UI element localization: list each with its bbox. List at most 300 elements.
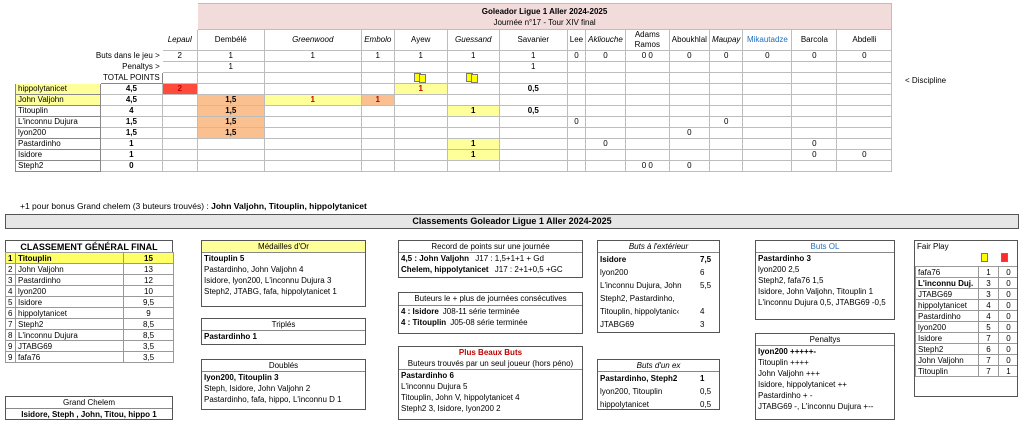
discipline-cell: [499, 73, 567, 84]
penaltys-cell: [586, 62, 626, 73]
buts-ol-box: [755, 240, 895, 320]
score-cell: [499, 139, 567, 150]
box-line: [598, 318, 719, 331]
participant-total: 1: [101, 150, 163, 161]
triples-title: Triplés: [202, 319, 365, 331]
participant-name: Titouplin: [16, 106, 101, 117]
score-cell: [586, 117, 626, 128]
classement-row: [6, 286, 174, 297]
red-count: 0: [999, 355, 1019, 366]
fair-play-row: [916, 355, 1019, 366]
discipline-cell: [586, 73, 626, 84]
goleador-table: [15, 3, 895, 199]
score-cell: [709, 84, 742, 95]
line-lead: 4 : Titouplin: [401, 318, 447, 327]
participant-total: 4,5: [101, 95, 163, 106]
score-cell: 1: [447, 106, 499, 117]
classement-general: [5, 240, 173, 363]
discipline-cell: [197, 73, 264, 84]
line-name: Pastardinho, Steph2: [600, 374, 678, 383]
discipline-cell: [361, 73, 394, 84]
classement-row: [6, 253, 174, 264]
score-cell: [586, 150, 626, 161]
score-cell: [586, 106, 626, 117]
classement-points: 15: [124, 253, 174, 264]
box-line: JTABG69 -, L'inconnu Dujura +--: [758, 402, 874, 411]
score-cell: [162, 128, 197, 139]
line-name: hippolytanicet: [600, 400, 649, 409]
player-8: Akliouche: [586, 30, 626, 51]
box-line: Pastardinho, John Valjohn 4: [204, 265, 304, 274]
box-line: John Valjohn +++: [758, 369, 820, 378]
line-lead: 4 : Isidore: [401, 307, 439, 316]
participant-row: [16, 84, 892, 95]
buts-cell: 0: [709, 51, 742, 62]
player-1: Dembélé: [197, 30, 264, 51]
bonus-line: [20, 201, 367, 211]
score-cell: [361, 161, 394, 172]
yellow-count: 5: [979, 322, 999, 333]
line-value: 6: [700, 268, 705, 277]
box-line: [598, 305, 719, 318]
yellow-count: 4: [979, 311, 999, 322]
red-count: 0: [999, 344, 1019, 355]
classement-row: [6, 264, 174, 275]
player-2: Greenwood: [264, 30, 361, 51]
discipline-cell: [743, 73, 792, 84]
classement-name: Isidore: [16, 297, 124, 308]
player-5: Guessand: [447, 30, 499, 51]
participant-name: lyon200: [16, 128, 101, 139]
score-cell: [625, 128, 669, 139]
buts-row: [16, 51, 892, 62]
line-lead: Chelem, hippolytanicet: [401, 265, 489, 274]
classement-points: 12: [124, 275, 174, 286]
fair-play-name: John Valjohn: [916, 355, 979, 366]
fair-play-name: Titouplin: [916, 366, 979, 377]
penaltys-cell: [264, 62, 361, 73]
score-cell: [361, 128, 394, 139]
score-cell: [669, 106, 709, 117]
score-cell: 1: [447, 150, 499, 161]
box-line: lyon200 +++++-: [758, 347, 817, 356]
participant-row: [16, 117, 892, 128]
buts-ol-title: Buts OL: [756, 241, 894, 253]
buts-cell: 0: [792, 51, 837, 62]
score-cell: [499, 117, 567, 128]
score-cell: [669, 150, 709, 161]
penaltys-cell: [567, 62, 585, 73]
participant-total: 1,5: [101, 128, 163, 139]
box-line: [399, 317, 582, 328]
fair-play-row: [916, 278, 1019, 289]
score-cell: 0 0: [625, 161, 669, 172]
score-cell: [197, 161, 264, 172]
buts-cell: 0: [669, 51, 709, 62]
score-cell: [447, 117, 499, 128]
box-line: Pastardinho 6: [401, 371, 454, 380]
participant-name: Pastardinho: [16, 139, 101, 150]
score-cell: [625, 84, 669, 95]
score-cell: [743, 128, 792, 139]
classement-row: [6, 352, 174, 363]
buts-cell: 0: [586, 51, 626, 62]
box-line: lyon200, Titouplin 3: [204, 373, 279, 382]
box-line: [598, 372, 719, 385]
rank: 8: [6, 330, 16, 341]
line-lead: 4,5 : John Valjohn: [401, 254, 470, 263]
penaltys-cell: [743, 62, 792, 73]
score-cell: [162, 106, 197, 117]
line-name: Steph2, Pastardinho,: [600, 294, 675, 303]
score-cell: [837, 106, 892, 117]
yellow-count: 3: [979, 278, 999, 289]
classement-name: John Valjohn: [16, 264, 124, 275]
score-cell: [743, 150, 792, 161]
box-line: Pastardinho + -: [758, 391, 813, 400]
line-name: JTABG69: [600, 320, 635, 329]
score-cell: [361, 150, 394, 161]
rank: 2: [6, 264, 16, 275]
fair-play-name: L'inconnu Duj.: [916, 278, 979, 289]
score-cell: [499, 161, 567, 172]
penaltys-cell: 1: [197, 62, 264, 73]
participant-row: [16, 161, 892, 172]
yellow-count: 1: [979, 267, 999, 278]
red-count: 0: [999, 333, 1019, 344]
buts-cell: 1: [394, 51, 447, 62]
score-cell: [447, 95, 499, 106]
classement-points: 9: [124, 308, 174, 319]
yellow-count: 7: [979, 355, 999, 366]
rank: 1: [6, 253, 16, 264]
score-cell: 0: [709, 117, 742, 128]
score-cell: [264, 117, 361, 128]
discipline-cell: [447, 73, 499, 84]
classements-band: Classements Goleador Ligue 1 Aller 2024-2025: [5, 214, 1019, 229]
fair-play-name: JTABG69: [916, 289, 979, 300]
discipline-cell: [669, 73, 709, 84]
box-line: Steph2, JTABG, fafa, hippolytanicet 1: [204, 287, 337, 296]
buteurs-title: Buteurs le + plus de journées consécutives: [399, 293, 582, 306]
discipline-cell: [837, 73, 892, 84]
penaltys-label: Penaltys >: [122, 62, 160, 71]
score-cell: [792, 106, 837, 117]
line-rest: J17 : 1,5+1+1 + Gd: [473, 254, 544, 263]
penaltys-cell: 1: [499, 62, 567, 73]
total-row: [16, 73, 892, 84]
score-cell: [625, 139, 669, 150]
score-cell: [625, 117, 669, 128]
score-cell: 0,5: [499, 84, 567, 95]
participant-row: [16, 128, 892, 139]
score-cell: [447, 161, 499, 172]
score-cell: [709, 128, 742, 139]
fair-play-name: hippolytanicet: [916, 300, 979, 311]
box-line: Steph2, fafa76 1,5: [758, 276, 824, 285]
score-cell: [162, 161, 197, 172]
yellow-card-icon: [414, 73, 428, 82]
classement-points: 3,5: [124, 341, 174, 352]
score-cell: [264, 139, 361, 150]
grand-chelem-box: [5, 396, 173, 420]
box-line: [399, 253, 582, 264]
participant-name: Isidore: [16, 150, 101, 161]
line-value: 5,5: [700, 281, 712, 290]
red-card-icon: [1001, 253, 1008, 262]
score-cell: [743, 95, 792, 106]
score-cell: 1,5: [197, 106, 264, 117]
participant-row: [16, 150, 892, 161]
penaltys-cell: [709, 62, 742, 73]
discipline-cell: [567, 73, 585, 84]
score-cell: [394, 139, 447, 150]
buts-cell: 1: [197, 51, 264, 62]
triples-box: [201, 318, 366, 345]
score-cell: 1: [361, 95, 394, 106]
player-9: Adams Ramos: [625, 30, 669, 51]
buts-cell: 0: [743, 51, 792, 62]
participant-row: [16, 139, 892, 150]
line-name: lyon200, Titouplin: [600, 387, 663, 396]
score-cell: 0: [837, 150, 892, 161]
record-title: Record de points sur une journée: [399, 241, 582, 253]
red-count: 0: [999, 300, 1019, 311]
fair-play-row: [916, 289, 1019, 300]
score-cell: 0: [792, 139, 837, 150]
score-cell: 0: [567, 117, 585, 128]
line-value: 1: [700, 374, 705, 383]
penaltys-row: [16, 62, 892, 73]
beaux-buts-box: [398, 346, 583, 420]
score-cell: 1: [394, 84, 447, 95]
yellow-card-icon: [981, 253, 988, 262]
yellow-count: 7: [979, 366, 999, 377]
bonus-names: John Valjohn, Titouplin, hippolytanicet: [211, 201, 367, 211]
discipline-cell: [394, 73, 447, 84]
grand-chelem-title: Grand Chelem: [62, 398, 116, 407]
box-line: Pastardinho, fafa, hippo, L'inconnu D 1: [204, 395, 342, 404]
penaltys-cell: [394, 62, 447, 73]
yellow-count: 7: [979, 333, 999, 344]
classement-row: [6, 319, 174, 330]
penaltys-cell: [162, 62, 197, 73]
buts-cell: 0: [837, 51, 892, 62]
red-count: 0: [999, 322, 1019, 333]
score-cell: [743, 117, 792, 128]
score-cell: 1,5: [197, 95, 264, 106]
rank: 5: [6, 297, 16, 308]
score-cell: [743, 161, 792, 172]
red-count: 1: [999, 366, 1019, 377]
score-cell: [625, 95, 669, 106]
buts-cell: 0: [567, 51, 585, 62]
score-cell: [586, 128, 626, 139]
fair-play-row: [916, 311, 1019, 322]
score-cell: [162, 117, 197, 128]
line-value: 7,5: [700, 255, 712, 264]
player-13: Barcola: [792, 30, 837, 51]
line-name: Titouplin, hippolytanic‹: [600, 307, 680, 316]
classement-row: [6, 341, 174, 352]
fair-play-title: Fair Play: [917, 242, 949, 251]
score-cell: [586, 84, 626, 95]
score-cell: [197, 150, 264, 161]
score-cell: [743, 139, 792, 150]
classement-name: Pastardinho: [16, 275, 124, 286]
player-14: Abdelli: [837, 30, 892, 51]
score-cell: [625, 106, 669, 117]
score-cell: [837, 84, 892, 95]
fair-play-row: [916, 344, 1019, 355]
classement-points: 8,5: [124, 319, 174, 330]
box-line: Isidore, hippolytanicet ++: [758, 380, 847, 389]
score-cell: [743, 106, 792, 117]
box-line: [598, 279, 719, 292]
buts-cell: 2: [162, 51, 197, 62]
box-line: Steph, Isidore, John Valjohn 2: [204, 384, 311, 393]
buts-label: Buts dans le jeu >: [95, 51, 160, 60]
rank: 9: [6, 341, 16, 352]
record-box: [398, 240, 583, 278]
score-cell: [447, 84, 499, 95]
classement-points: 8,5: [124, 330, 174, 341]
yellow-count: 6: [979, 344, 999, 355]
score-cell: 0: [792, 150, 837, 161]
player-0: Lepaul: [162, 30, 197, 51]
score-cell: 1: [447, 139, 499, 150]
score-cell: [197, 139, 264, 150]
player-10: Aboukhlal: [669, 30, 709, 51]
score-cell: [709, 150, 742, 161]
score-cell: [361, 139, 394, 150]
penaltys-cell: [792, 62, 837, 73]
fair-play-box: [914, 240, 1018, 397]
score-cell: [792, 128, 837, 139]
box-line: Titouplin 5: [204, 254, 245, 263]
score-cell: [394, 161, 447, 172]
red-count: 0: [999, 267, 1019, 278]
score-cell: [264, 128, 361, 139]
box-line: L'inconnu Dujura 0,5, JTABG69 -0,5: [758, 298, 886, 307]
participant-total: 4,5: [101, 84, 163, 95]
medailles-box: [201, 240, 366, 307]
score-cell: [792, 84, 837, 95]
buts-cell: 1: [264, 51, 361, 62]
score-cell: [162, 95, 197, 106]
score-cell: 1: [264, 95, 361, 106]
buteurs-box: [398, 292, 583, 334]
player-4: Ayew: [394, 30, 447, 51]
score-cell: [837, 139, 892, 150]
bonus-label: +1 pour bonus Grand chelem (3 buteurs trouvés) :: [20, 201, 212, 211]
score-cell: [394, 128, 447, 139]
score-cell: 0: [669, 128, 709, 139]
classement-row: [6, 297, 174, 308]
score-cell: [567, 106, 585, 117]
score-cell: [499, 128, 567, 139]
score-cell: [567, 161, 585, 172]
score-cell: [837, 161, 892, 172]
box-line: [399, 306, 582, 317]
box-line: Steph2 3, Isidore, lyon200 2: [401, 404, 501, 413]
yellow-count: 3: [979, 289, 999, 300]
doubles-title: Doublés: [202, 360, 365, 372]
score-cell: [394, 106, 447, 117]
score-cell: [567, 150, 585, 161]
box-line: L'inconnu Dujura 5: [401, 382, 468, 391]
participant-total: 4: [101, 106, 163, 117]
header-box: [197, 4, 892, 30]
penaltys-cell: [447, 62, 499, 73]
participant-row: [16, 106, 892, 117]
fair-play-row: [916, 333, 1019, 344]
participant-name: L'inconnu Dujura: [16, 117, 101, 128]
classement-name: fafa76: [16, 352, 124, 363]
player-6: Savanier: [499, 30, 567, 51]
player-7: Lee: [567, 30, 585, 51]
buts-cell: 0 0: [625, 51, 669, 62]
classement-points: 10: [124, 286, 174, 297]
buts-cell: 1: [499, 51, 567, 62]
classement-name: Titouplin: [16, 253, 124, 264]
score-cell: [743, 84, 792, 95]
ex-title: Buts d'un ex: [598, 360, 719, 372]
discipline-cell: [264, 73, 361, 84]
doubles-box: [201, 359, 366, 410]
score-cell: [264, 106, 361, 117]
score-cell: 1,5: [197, 128, 264, 139]
participant-name: John Valjohn: [16, 95, 101, 106]
grand-chelem-text: Isidore, Steph , John, Titou, hippo 1: [6, 408, 172, 419]
beaux-buts-subtitle: Buteurs trouvés par un seul joueur (hors péno): [399, 358, 582, 370]
box-line: [598, 398, 719, 410]
box-line: [598, 266, 719, 279]
classement-name: Steph2: [16, 319, 124, 330]
score-cell: [264, 84, 361, 95]
score-cell: [499, 95, 567, 106]
fair-play-row: [916, 300, 1019, 311]
player-11: Maupay: [709, 30, 742, 51]
participant-total: 1,5: [101, 117, 163, 128]
participant-name: hippolytanicet: [16, 84, 101, 95]
classement-name: JTABG69: [16, 341, 124, 352]
classement-points: 13: [124, 264, 174, 275]
discipline-cell: [709, 73, 742, 84]
score-cell: [361, 117, 394, 128]
box-line: [598, 292, 719, 305]
classement-row: [6, 330, 174, 341]
exterieur-title: Buts à l'extérieur: [598, 241, 719, 253]
beaux-buts-title: Plus Beaux Buts: [458, 348, 523, 357]
score-cell: [837, 117, 892, 128]
fair-play-name: fafa76: [916, 267, 979, 278]
exterieur-box: [597, 240, 720, 333]
participant-total: 0: [101, 161, 163, 172]
rank: 3: [6, 275, 16, 286]
fair-play-name: Isidore: [916, 333, 979, 344]
score-cell: [837, 95, 892, 106]
buts-cell: 1: [447, 51, 499, 62]
score-cell: [394, 95, 447, 106]
page-title: Goleador Ligue 1 Aller 2024-2025: [481, 6, 608, 16]
box-line: Isidore, lyon200, L'inconnu Dujura 3: [204, 276, 332, 285]
score-cell: [567, 95, 585, 106]
red-count: 0: [999, 311, 1019, 322]
line-value: 0,5: [700, 387, 712, 396]
penaltys-cell: [361, 62, 394, 73]
rank: 6: [6, 308, 16, 319]
